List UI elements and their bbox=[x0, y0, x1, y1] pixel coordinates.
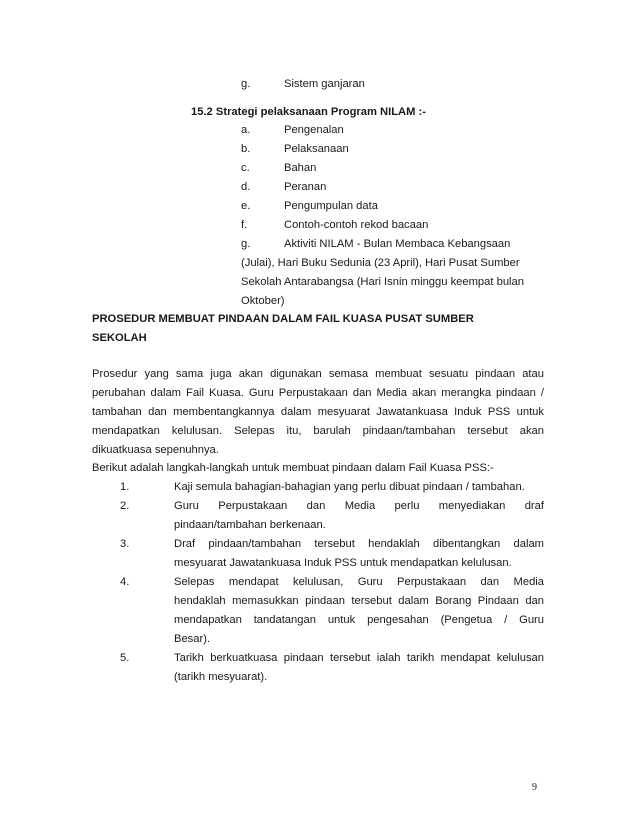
paragraph-line-3: tambahan dan membentangkannya dalam mesyuarat Jawatankuasa Induk PSS untuk bbox=[92, 406, 544, 418]
paragraph-line-4: mendapatkan kelulusan. Selepas itu, barulah pindaan/tambahan tersebut akan bbox=[92, 425, 544, 437]
prosedur-heading-line-2: SEKOLAH bbox=[92, 332, 147, 344]
step-4-line-3: mendapatkan tandatangan untuk pengesahan (Pengetua / Guru bbox=[174, 614, 544, 626]
list-item-g-label: g. bbox=[241, 238, 251, 250]
step-3-number: 3. bbox=[120, 538, 130, 550]
list-item-a-label: a. bbox=[241, 124, 251, 136]
list-item-e-text: Pengumpulan data bbox=[284, 200, 378, 212]
page-number: 9 bbox=[532, 782, 537, 793]
list-item-d-label: d. bbox=[241, 181, 251, 193]
paragraph-line-6: Berikut adalah langkah-langkah untuk membuat pindaan dalam Fail Kuasa PSS:- bbox=[92, 462, 494, 474]
paragraph-line-1: Prosedur yang sama juga akan digunakan semasa membuat sesuatu pindaan atau bbox=[92, 368, 544, 380]
list-item-f-text: Contoh-contoh rekod bacaan bbox=[284, 219, 429, 231]
step-1-line-1: Kaji semula bahagian-bahagian yang perlu dibuat pindaan / tambahan. bbox=[174, 481, 525, 493]
step-5-line-2: (tarikh mesyuarat). bbox=[174, 671, 268, 683]
list-item-g-continuation-1: (Julai), Hari Buku Sedunia (23 April), Hari Pusat Sumber bbox=[241, 257, 520, 269]
list-item-a-text: Pengenalan bbox=[284, 124, 344, 136]
step-1-number: 1. bbox=[120, 481, 130, 493]
list-item-b-label: b. bbox=[241, 143, 251, 155]
step-3-line-2: mesyuarat Jawatankuasa Induk PSS untuk mendapatkan kelulusan. bbox=[174, 557, 512, 569]
list-item-c-text: Bahan bbox=[284, 162, 317, 174]
list-item-g-continuation-3: Oktober) bbox=[241, 295, 285, 307]
paragraph-line-5: dikuatkuasa sepenuhnya. bbox=[92, 444, 219, 456]
step-4-line-1: Selepas mendapat kelulusan, Guru Perpustakaan dan Media bbox=[174, 576, 544, 588]
section-15-2-heading: 15.2 Strategi pelaksanaan Program NILAM :- bbox=[191, 106, 427, 118]
list-item-g-continuation-2: Sekolah Antarabangsa (Hari Isnin minggu keempat bulan bbox=[241, 276, 524, 288]
top-item-g-label: g. bbox=[241, 78, 251, 90]
list-item-b-text: Pelaksanaan bbox=[284, 143, 349, 155]
step-4-number: 4. bbox=[120, 576, 130, 588]
step-2-line-2: pindaan/tambahan berkenaan. bbox=[174, 519, 326, 531]
step-2-number: 2. bbox=[120, 500, 130, 512]
step-4-line-4: Besar). bbox=[174, 633, 211, 645]
list-item-d-text: Peranan bbox=[284, 181, 327, 193]
list-item-f-label: f. bbox=[241, 219, 248, 231]
top-item-g-text: Sistem ganjaran bbox=[284, 78, 365, 90]
step-5-line-1: Tarikh berkuatkuasa pindaan tersebut ialah tarikh mendapat kelulusan bbox=[174, 652, 544, 664]
list-item-c-label: c. bbox=[241, 162, 250, 174]
step-3-line-1: Draf pindaan/tambahan tersebut hendaklah dibentangkan dalam bbox=[174, 538, 544, 550]
list-item-e-label: e. bbox=[241, 200, 251, 212]
step-5-number: 5. bbox=[120, 652, 130, 664]
step-2-line-1: Guru Perpustakaan dan Media perlu menyediakan draf bbox=[174, 500, 544, 512]
step-4-line-2: hendaklah memasukkan pindaan tersebut dalam Borang Pindaan dan bbox=[174, 595, 544, 607]
list-item-g-text: Aktiviti NILAM - Bulan Membaca Kebangsaan bbox=[284, 238, 511, 250]
paragraph-line-2: perubahan dalam Fail Kuasa. Guru Perpustakaan dan Media akan merangka pindaan / bbox=[92, 387, 544, 399]
prosedur-heading-line-1: PROSEDUR MEMBUAT PINDAAN DALAM FAIL KUASA PUSAT SUMBER bbox=[92, 313, 474, 325]
